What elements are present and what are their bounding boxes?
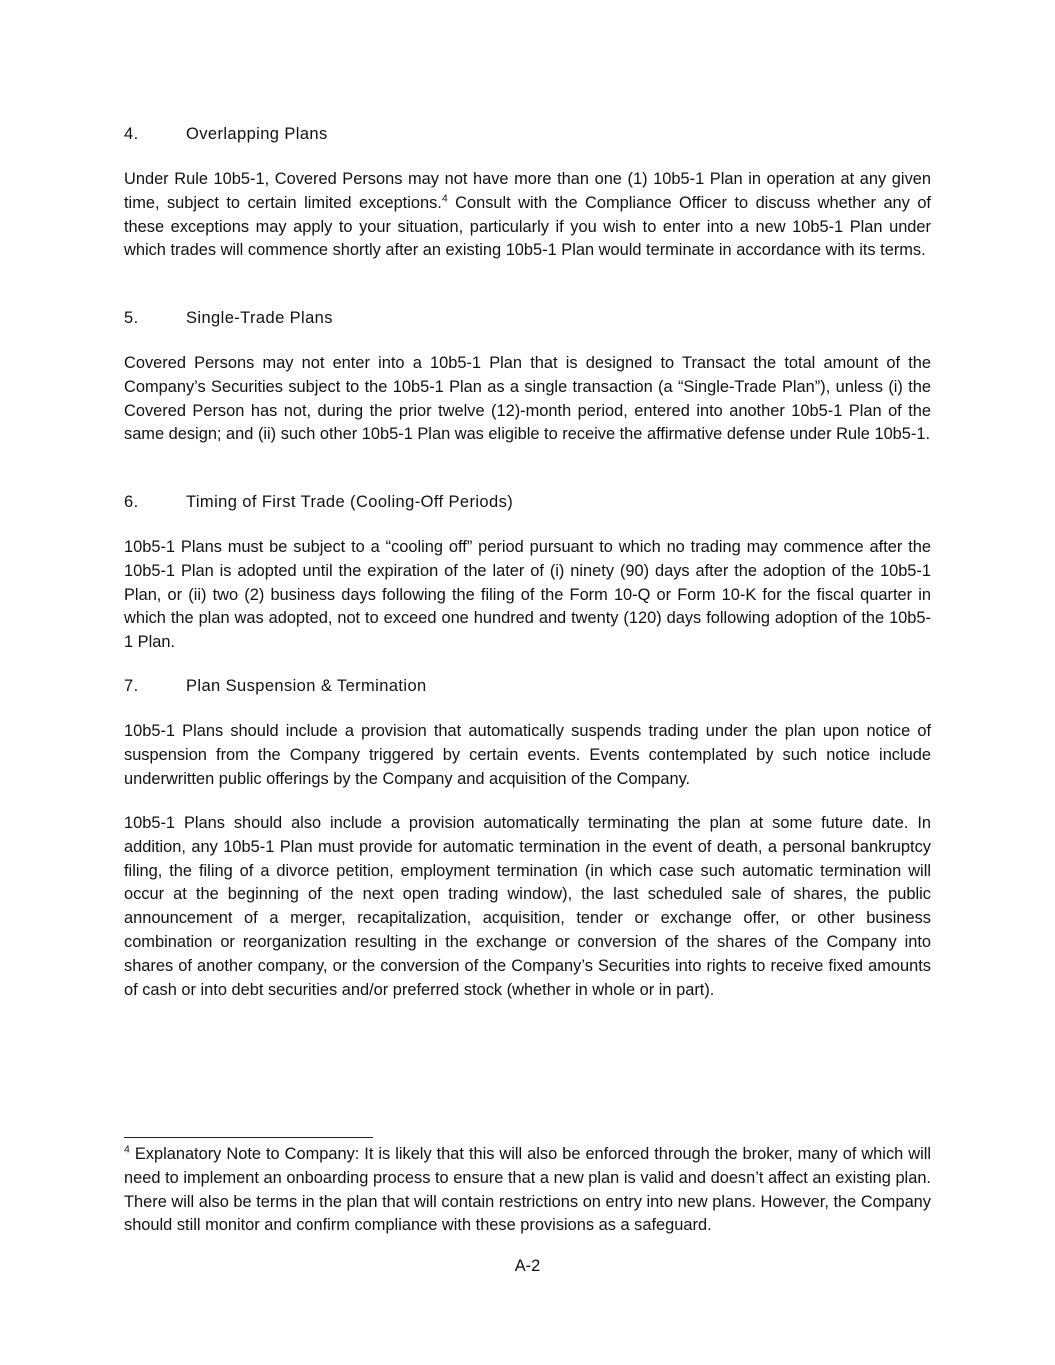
section-number: 6. <box>124 493 139 511</box>
section-title: Overlapping Plans <box>186 125 328 143</box>
section-title: Single-Trade Plans <box>186 309 333 327</box>
section-heading-4 <box>124 124 328 144</box>
section-heading-7 <box>124 676 427 696</box>
section-6-paragraph-1: 10b5-1 Plans must be subject to a “cooling off” period pursuant to which no trading may commence after the 10b5-1 Plan is adopted until the expiration of the later of (i) ninety (90) days after the adoption of the 10b5-1 Plan, or (ii) two (2) business days following the filing of the Form 10-Q or Form 10-K for the fiscal quarter in which the plan was adopted, not to exceed one hundred and twenty (120) days following adoption of the 10b5-1 Plan. <box>124 538 931 652</box>
paragraph-text: Consult with the Compliance Officer to discuss whether any of these exceptions may apply to your situation, particularly if you wish to enter into a new 10b5-1 Plan under which trades will commence shortly after an existing 10b5-1 Plan would terminate in accordance with its terms. <box>124 193 931 260</box>
section-number: 5. <box>124 309 139 327</box>
page-number: A-2 <box>514 1257 541 1275</box>
section-number: 7. <box>124 677 139 695</box>
footnote <box>124 1143 931 1238</box>
section-number: 4. <box>124 125 139 143</box>
paragraph-text: Under Rule 10b5-1, Covered Persons may not have more than one (1) 10b5-1 Plan in operation at any given time, subject to certain limited exceptions. <box>124 170 931 212</box>
footnote-separator <box>124 1137 373 1138</box>
footnote-reference: 4 <box>441 192 448 205</box>
section-5-paragraph-1: Covered Persons may not enter into a 10b5-1 Plan that is designed to Transact the total amount of the Company’s Securities subject to the 10b5-1 Plan as a single transaction (a “Single-Trade Plan”), unless (i) the Covered Person has not, during the prior twelve (12)-month period, entered into another 10b5-1 Plan of the same design; and (ii) such other 10b5-1 Plan was eligible to receive the affirmative defense under Rule 10b5-1. <box>124 354 931 444</box>
section-7-paragraph-1: 10b5-1 Plans should include a provision that automatically suspends trading under the plan upon notice of suspension from the Company triggered by certain events. Events contemplated by such notice include underwritten public offerings by the Company and acquisition of the Company. <box>124 722 931 788</box>
section-title: Timing of First Trade (Cooling-Off Periods) <box>186 493 514 511</box>
footnote-marker: 4 <box>124 1143 130 1156</box>
section-4-paragraph-1 <box>124 168 931 263</box>
section-heading-6 <box>124 492 513 512</box>
section-7-paragraph-2: 10b5-1 Plans should also include a provision automatically terminating the plan at some future date. In addition, any 10b5-1 Plan must provide for automatic termination in the event of death, a personal bankruptcy filing, the filing of a divorce petition, employment termination (in which case such automatic termination will occur at the beginning of the next open trading window), the last scheduled sale of shares, the public announcement of a merger, recapitalization, acquisition, tender or exchange offer, or other business combination or reorganization resulting in the exchange or conversion of the shares of the Company into shares of another company, or the conversion of the Company’s Securities into rights to receive fixed amounts of cash or into debt securities and/or preferred stock (whether in whole or in part). <box>124 814 931 999</box>
section-title: Plan Suspension & Termination <box>186 677 427 695</box>
footnote-text: Explanatory Note to Company: It is likely that this will also be enforced through the broker, many of which will need to implement an onboarding process to ensure that a new plan is valid and doesn’t affect an existing plan. There will also be terms in the plan that will contain restrictions on entry into new plans. However, the Company should still monitor and confirm compliance with these provisions as a safeguard. <box>124 1145 931 1235</box>
section-heading-5 <box>124 308 333 328</box>
